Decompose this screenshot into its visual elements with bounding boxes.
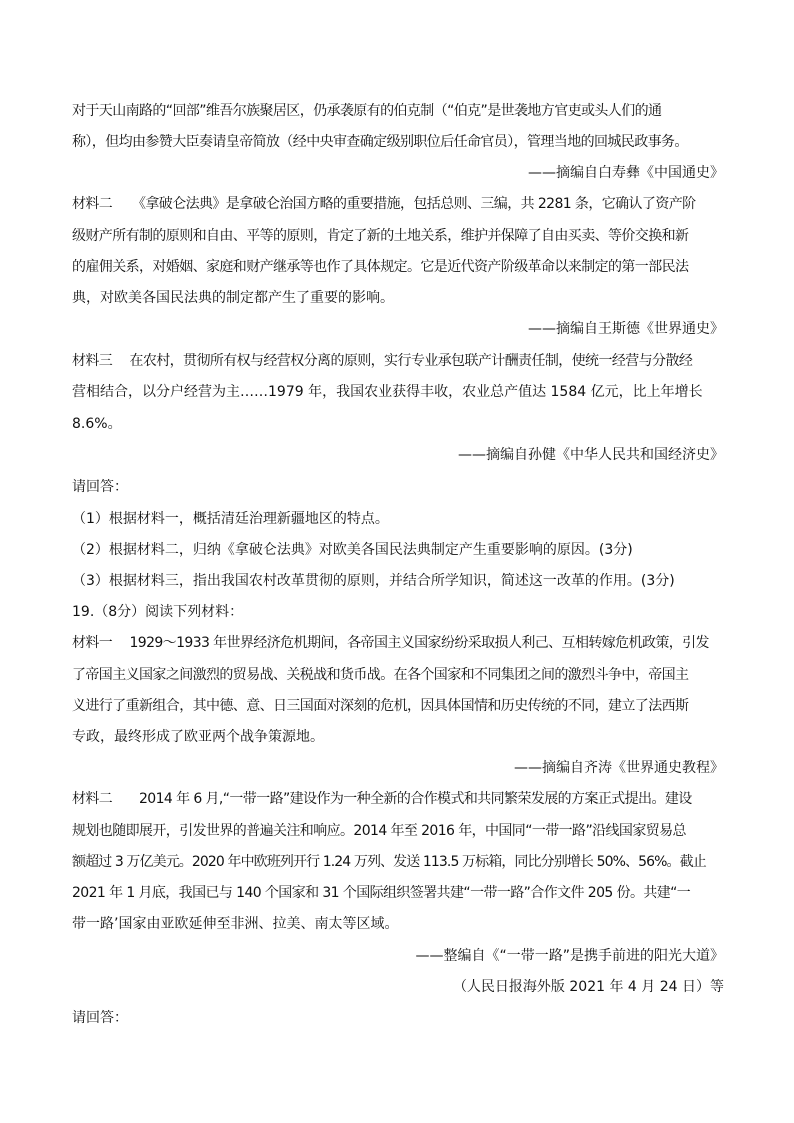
paragraph-line: 额超过 3 万亿美元。2020 年中欧班列开行 1.24 万列、发送 113.5 万标箱，同比分别增长 50%、56%。截止 [72, 854, 706, 870]
paragraph-line: 材料一 1929～1933 年世界经济危机期间，各帝国主义国家纷纷采取损人利己、互相转嫁危机政策，引发 [72, 635, 709, 651]
paragraph-line: 称），但均由参赞大臣奏请皇帝简放（经中央审查确定级别职位后任命官员），管理当地的回城民政事务。 [72, 134, 688, 150]
citation: ——摘编自齐涛《世界通史教程》 [514, 760, 724, 776]
paragraph-line: 材料二 《拿破仑法典》是拿破仑治国方略的重要措施，包括总则、三编，共 2281 条，它确认了资产阶 [72, 196, 696, 212]
citation: ——整编自《“一带一路”是携手前进的阳光大道》 [415, 948, 724, 964]
question-item: （3）根据材料三，指出我国农村改革贯彻的原则，并结合所学知识，简述这一改革的作用。(3分) [72, 573, 675, 589]
question-title: 19.（8分）阅读下列材料： [72, 604, 244, 620]
question-heading: 请回答： [72, 1010, 128, 1026]
paragraph-line: 了帝国主义国家之间激烈的贸易战、关税战和货币战。在各个国家和不同集团之间的激烈斗争中，帝国主 [72, 667, 689, 683]
question-item: （1）根据材料一，概括清廷治理新疆地区的特点。 [72, 511, 389, 527]
paragraph-line: 8.6%。 [72, 416, 122, 432]
citation: ——摘编自王斯德《世界通史》 [528, 321, 724, 337]
citation-source: （人民日报海外版 2021 年 4 月 24 日）等 [452, 979, 724, 995]
paragraph-line: 2021 年 1 月底，我国已与 140 个国家和 31 个国际组织签署共建“一带一路”合作文件 205 份。共建“一 [72, 885, 691, 901]
paragraph-line: 义进行了重新组合，其中德、意、日三国面对深刻的危机，因具体国情和历史传统的不同，建立了法西斯 [72, 698, 689, 714]
paragraph-line: 的雇佣关系，对婚姻、家庭和财产继承等也作了具体规定。它是近代资产阶级革命以来制定的第一部民法 [72, 259, 689, 275]
question-heading: 请回答： [72, 479, 128, 495]
paragraph-line: 带一路’国家由亚欧延伸至非洲、拉美、南太等区域。 [72, 916, 399, 932]
paragraph-line: 典，对欧美各国民法典的制定都产生了重要的影响。 [72, 290, 394, 306]
paragraph-line: 对于天山南路的“回部”维吾尔族聚居区，仍承袭原有的伯克制（“伯克”是世袭地方官吏或头人们的通 [72, 103, 662, 119]
paragraph-line: 规划也随即展开，引发世界的普遍关注和响应。2014 年至 2016 年，中国同“一带一路”沿线国家贸易总 [72, 823, 686, 839]
paragraph-line: 级财产所有制的原则和自由、平等的原则，肯定了新的土地关系，维护并保障了自由买卖、等价交换和新 [72, 228, 689, 244]
citation: ——摘编自孙健《中华人民共和国经济史》 [458, 447, 724, 463]
question-item: （2）根据材料二，归纳《拿破仑法典》对欧美各国民法典制定产生重要影响的原因。(3分) [72, 542, 633, 558]
paragraph-line: 营相结合，以分户经营为主……1979 年，我国农业获得丰收，农业总产值达 1584 亿元，比上年增长 [72, 384, 703, 400]
paragraph-line: 材料二 2014 年 6 月,“一带一路”建设作为一种全新的合作模式和共同繁荣发展的方案正式提出。建设 [72, 791, 692, 807]
paragraph-line: 材料三 在农村，贯彻所有权与经营权分离的原则，实行专业承包联产计酬责任制，使统一经营与分散经 [72, 353, 693, 369]
paragraph-line: 专政，最终形成了欧亚两个战争策源地。 [72, 729, 324, 745]
citation: ——摘编自白寿彝《中国通史》 [528, 165, 724, 181]
